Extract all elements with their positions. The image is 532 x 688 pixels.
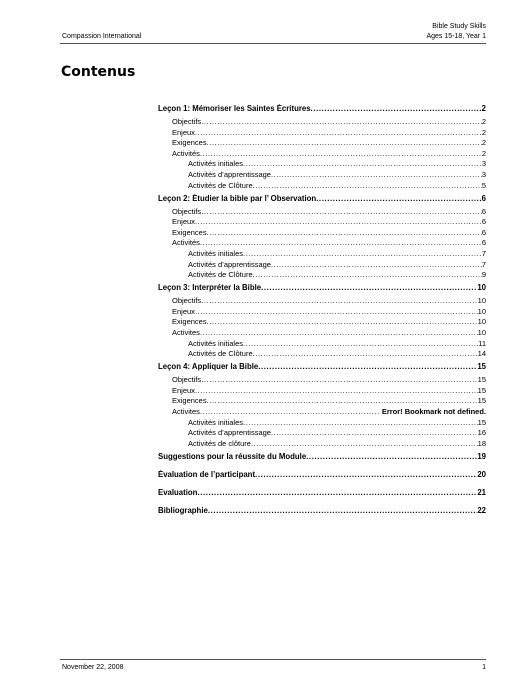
- toc-entry-title: Activités de Clôture: [188, 349, 253, 359]
- toc-leader-dots: [197, 488, 477, 497]
- toc-entry-title: Leçon 1: Mémoriser les Saintes Écritures: [158, 104, 311, 113]
- toc-leader-dots: [243, 159, 482, 168]
- toc-entry[interactable]: [158, 418, 486, 429]
- page-title: Contenus: [61, 64, 136, 80]
- toc-entry-title: Enjeux: [172, 217, 195, 227]
- toc-entry-title: Leçon 3: Interpréter la Bible: [158, 283, 262, 293]
- toc-entry-title: Activités d’apprentissage: [188, 428, 271, 438]
- toc-entry-title: Activités: [172, 148, 200, 158]
- toc-entry-page: 10: [477, 328, 486, 337]
- toc-entry-page: 2: [481, 117, 486, 126]
- toc-entry[interactable]: [158, 207, 486, 218]
- toc-leader-dots: [201, 207, 482, 216]
- toc-entry-page: 10: [477, 317, 486, 327]
- toc-entry[interactable]: [158, 194, 486, 205]
- header-divider: [60, 43, 486, 44]
- toc-entry[interactable]: [158, 396, 486, 407]
- toc-leader-dots: [271, 260, 482, 269]
- toc-entry-title: Leçon 4: Appliquer la Bible: [158, 362, 259, 372]
- toc-entry-title: Evaluation: [158, 487, 198, 497]
- toc-leader-dots: [258, 362, 477, 371]
- toc-leader-dots: [306, 452, 477, 461]
- toc-entry-page: 6: [481, 206, 486, 216]
- toc-entry[interactable]: [158, 138, 486, 149]
- toc-leader-dots: [271, 428, 478, 437]
- toc-entry-page: 6: [481, 238, 486, 248]
- toc-leader-dots: [201, 117, 482, 126]
- toc-leader-dots: [208, 506, 477, 515]
- header-course-info: [426, 22, 486, 42]
- toc-entry-page: 2: [481, 104, 486, 113]
- toc-entry-title: Activités d’apprentissage: [188, 259, 271, 269]
- toc-entry[interactable]: [158, 349, 486, 360]
- toc-entry-title: Activites: [172, 328, 200, 337]
- toc-leader-dots: [311, 104, 482, 113]
- toc-entry-title: Activites: [172, 407, 200, 416]
- toc-leader-dots: [200, 238, 482, 247]
- toc-entry[interactable]: [158, 362, 486, 373]
- toc-entry[interactable]: [158, 228, 486, 239]
- toc-entry-title: Activités initiales: [188, 249, 244, 258]
- header-course: Bible Study Skills: [432, 23, 486, 30]
- toc-entry[interactable]: [158, 170, 486, 181]
- toc-entry-title: Bibliographie: [158, 505, 208, 515]
- toc-entry-page: 10: [477, 283, 486, 293]
- toc-entry-page: 3: [481, 159, 486, 169]
- toc-entry-page: 15: [477, 362, 486, 372]
- toc-leader-dots: [243, 249, 482, 258]
- toc-entry-title: Objectifs: [172, 375, 202, 385]
- toc-leader-dots: [200, 328, 478, 337]
- toc-entry-title: Activités de clôture: [188, 438, 251, 448]
- toc-leader-dots: [251, 439, 478, 448]
- toc-entry-title: Enjeux: [172, 306, 195, 316]
- toc-entry-page: 10: [477, 296, 486, 306]
- toc-entry-page: 2: [481, 148, 486, 158]
- toc-entry-page: 20: [477, 469, 486, 479]
- toc-entry[interactable]: [158, 506, 486, 517]
- toc-leader-dots: [253, 349, 478, 358]
- toc-entry-page: 19: [477, 451, 486, 461]
- toc-entry-page: 2: [481, 127, 486, 137]
- toc-leader-dots: [195, 217, 482, 226]
- toc-entry-title: Exigences: [172, 227, 207, 237]
- toc-entry-error: Error! Bookmark not defined.: [381, 407, 486, 416]
- toc-entry-page: 6: [481, 227, 486, 237]
- toc-entry[interactable]: [158, 375, 486, 386]
- toc-entry-title: Enjeux: [172, 385, 195, 395]
- toc-entry[interactable]: [158, 452, 486, 463]
- toc-entry-title: Exigences: [172, 317, 207, 327]
- toc-entry[interactable]: [158, 488, 486, 499]
- toc-leader-dots: [243, 418, 478, 427]
- toc-entry-page: 5: [481, 180, 486, 190]
- toc-leader-dots: [207, 396, 478, 405]
- toc-entry-page: 7: [481, 249, 486, 258]
- toc-entry-title: Activités de Clôture: [188, 180, 253, 190]
- toc-entry-title: Activités initiales: [188, 417, 244, 427]
- toc-leader-dots: [207, 228, 482, 237]
- toc-leader-dots: [207, 317, 478, 326]
- toc-entry-title: Évaluation de l’participant: [158, 469, 256, 479]
- toc-leader-dots: [195, 307, 478, 316]
- toc-leader-dots: [201, 296, 477, 305]
- toc-entry-title: Activités de Clôture: [188, 270, 253, 280]
- toc-entry-title: Exigences: [172, 396, 207, 406]
- toc-entry-title: Objectifs: [172, 206, 202, 216]
- toc-leader-dots: [201, 375, 477, 384]
- toc-entry[interactable]: [158, 317, 486, 328]
- toc-entry-page: 2: [481, 138, 486, 148]
- toc-entry[interactable]: [158, 283, 486, 294]
- toc-entry-page: 18: [477, 438, 486, 448]
- toc-entry-page: 7: [481, 259, 486, 269]
- toc-entry-page: 9: [481, 270, 486, 280]
- toc-entry-page: 21: [477, 487, 486, 497]
- footer-page-number: 1: [482, 664, 486, 671]
- toc-entry-title: Suggestions pour la réussite du Module: [158, 451, 307, 461]
- toc-entry[interactable]: [158, 159, 486, 170]
- toc-entry-title: Activités: [172, 238, 200, 248]
- toc-entry-page: 10: [477, 306, 486, 316]
- toc-leader-dots: [253, 270, 482, 279]
- footer-divider: [60, 659, 486, 660]
- toc-leader-dots: [243, 339, 478, 348]
- toc-entry-page: 14: [477, 349, 486, 359]
- toc-entry[interactable]: [158, 260, 486, 271]
- toc-entry-title: Leçon 2: Étudier la bible par l’ Observation: [158, 193, 317, 203]
- header-organization: Compassion International: [62, 33, 142, 40]
- toc-entry[interactable]: [158, 117, 486, 128]
- toc-entry[interactable]: [158, 386, 486, 397]
- toc-entry-page: 3: [481, 170, 486, 179]
- toc-entry-title: Activités initiales: [188, 338, 244, 348]
- toc-leader-dots: [271, 170, 482, 179]
- toc-entry-page: 15: [477, 385, 486, 395]
- toc-entry[interactable]: [158, 307, 486, 318]
- toc-entry[interactable]: [158, 328, 486, 339]
- toc-leader-dots: [195, 128, 482, 137]
- toc-entry[interactable]: [158, 439, 486, 450]
- toc-entry[interactable]: [158, 181, 486, 192]
- header-ages: Ages 15-18, Year 1: [426, 33, 486, 40]
- toc-leader-dots: [200, 149, 482, 158]
- toc-entry[interactable]: [158, 407, 486, 418]
- toc-entry-title: Activités d’apprentissage: [188, 170, 271, 179]
- footer-date: November 22, 2008: [62, 664, 124, 671]
- toc-entry[interactable]: [158, 238, 486, 249]
- toc-entry[interactable]: [158, 128, 486, 139]
- toc-entry-page: 6: [481, 193, 486, 203]
- toc-entry-title: Objectifs: [172, 117, 202, 126]
- toc-leader-dots: [195, 386, 478, 395]
- toc-entry[interactable]: [158, 270, 486, 281]
- toc-entry-page: 16: [477, 428, 486, 438]
- toc-entry-page: 15: [477, 417, 486, 427]
- toc-leader-dots: [255, 470, 477, 479]
- toc-entry[interactable]: [158, 470, 486, 481]
- toc-leader-dots: [207, 138, 482, 147]
- toc-entry[interactable]: [158, 339, 486, 350]
- toc-entry[interactable]: [158, 104, 486, 115]
- toc-entry-page: 15: [477, 375, 486, 385]
- toc-entry-title: Enjeux: [172, 127, 195, 137]
- toc-entry[interactable]: [158, 296, 486, 307]
- toc-entry-page: 15: [477, 396, 486, 406]
- toc-entry[interactable]: [158, 428, 486, 439]
- toc-entry-title: Exigences: [172, 138, 207, 148]
- toc-entry-title: Objectifs: [172, 296, 202, 306]
- toc-entry-page: 6: [481, 217, 486, 227]
- toc-entry[interactable]: [158, 249, 486, 260]
- toc-leader-dots: [253, 181, 482, 190]
- toc-leader-dots: [316, 194, 482, 203]
- toc-leader-dots: [261, 283, 477, 292]
- toc-entry-title: Activités initiales: [188, 159, 244, 169]
- toc-entry-page: 11: [478, 338, 486, 348]
- toc-entry[interactable]: [158, 217, 486, 228]
- toc-entry[interactable]: [158, 149, 486, 160]
- toc-leader-dots: [200, 407, 380, 416]
- toc-entry-page: 22: [477, 505, 486, 515]
